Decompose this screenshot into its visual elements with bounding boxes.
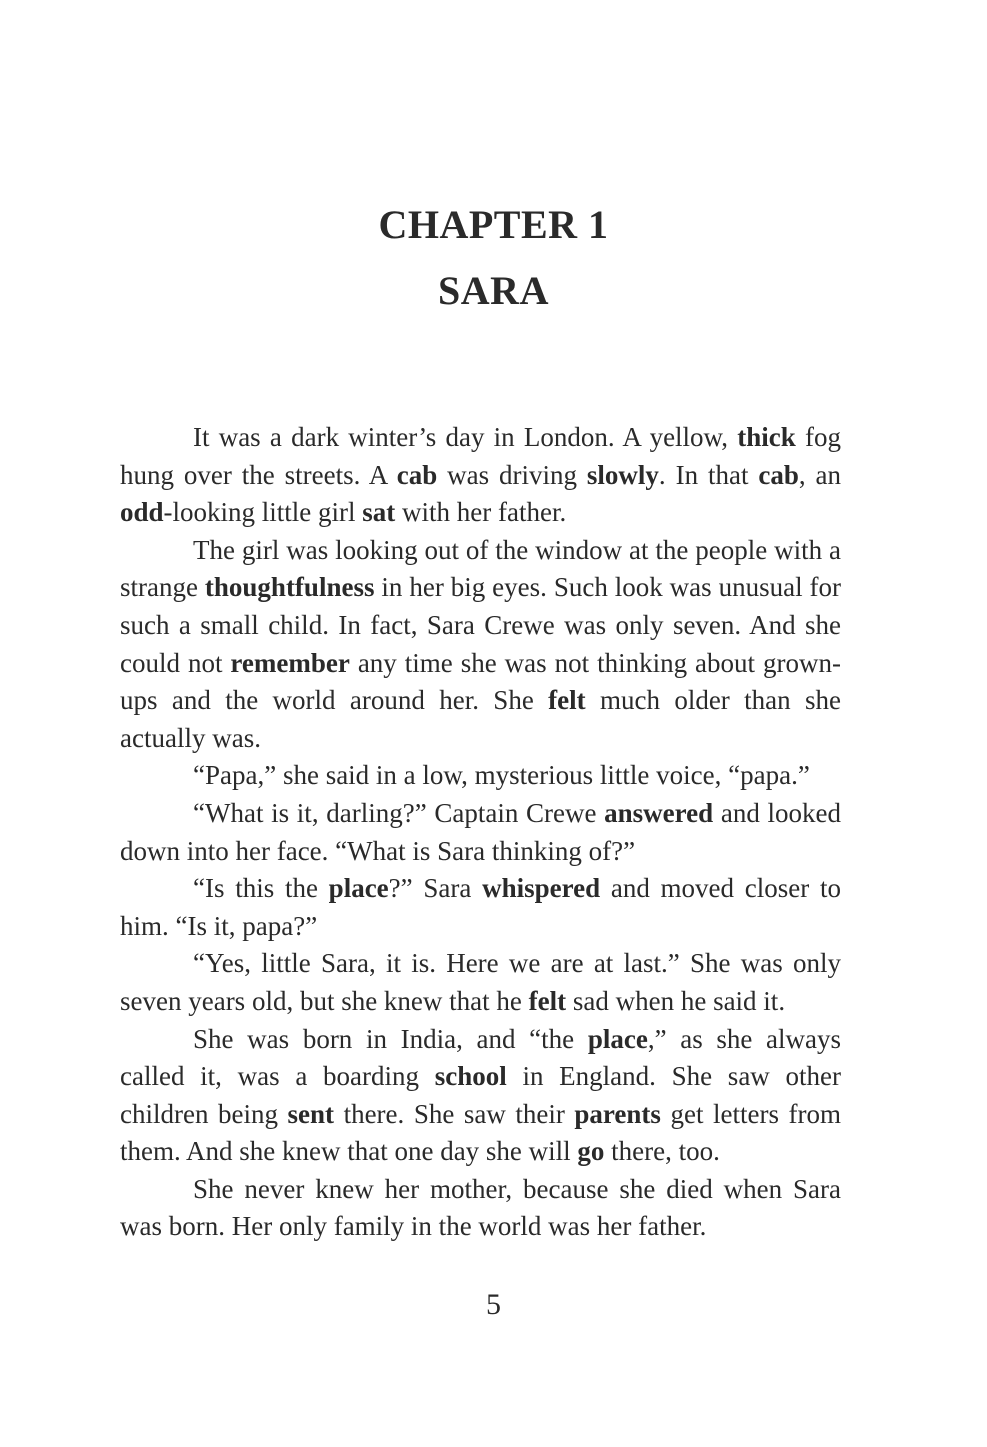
chapter-number: CHAPTER 1 xyxy=(378,202,609,247)
text-run: ?” Sara xyxy=(388,873,483,904)
vocabulary-word: slowly xyxy=(586,459,659,490)
paragraph xyxy=(120,757,841,795)
chapter-heading xyxy=(0,192,987,324)
vocabulary-word: sent xyxy=(287,1098,335,1129)
text-run: and looked down into her face. “What is Sara thinking of?” xyxy=(120,797,841,866)
text-run: It was a dark winter’s day in London. A yellow, xyxy=(193,422,738,452)
vocabulary-word: parents xyxy=(574,1098,661,1129)
text-run: “Papa,” she said in a low, mysterious little voice, “papa.” xyxy=(193,760,810,791)
text-run: , an xyxy=(798,459,841,490)
text-run: much older than she actually was. xyxy=(120,685,841,753)
text-run: fog hung over the streets. A xyxy=(120,422,841,490)
vocabulary-word: whispered xyxy=(482,873,601,904)
paragraph xyxy=(120,419,841,532)
text-run: She never knew her mother, because she died when Sara was born. Her only family in the world was her father. xyxy=(120,1173,841,1242)
text-run: “Is this the xyxy=(193,873,329,904)
text-run: The girl was looking out of the window at the people with a strange xyxy=(120,534,841,603)
text-run: . In that xyxy=(658,459,759,490)
paragraph xyxy=(120,870,841,945)
paragraph xyxy=(120,532,841,758)
vocabulary-word: remember xyxy=(230,647,350,678)
vocabulary-word: cab xyxy=(758,459,799,490)
text-run: ,” as she always called it, was a boarding xyxy=(120,1023,841,1092)
paragraph xyxy=(120,795,841,870)
text-run: “What is it, darling?” Captain Crewe xyxy=(193,797,605,828)
vocabulary-word: felt xyxy=(528,985,567,1016)
vocabulary-word: go xyxy=(577,1136,605,1167)
body-text xyxy=(120,419,841,1246)
text-run: in England. She saw other children being xyxy=(120,1061,841,1129)
vocabulary-word: felt xyxy=(548,685,586,716)
vocabulary-word: place xyxy=(587,1023,648,1054)
text-run: any time she was not thinking about grown-ups and the world around her. She xyxy=(120,647,841,716)
vocabulary-word: answered xyxy=(604,797,714,828)
vocabulary-word: thick xyxy=(737,422,796,452)
paragraph xyxy=(120,1021,841,1171)
text-run: with her father. xyxy=(395,497,567,528)
text-run: “Yes, little Sara, it is. Here we are at last.” She was only seven years old, but she knew that he xyxy=(120,948,841,1016)
paragraph xyxy=(120,945,841,1020)
text-run: was driving xyxy=(437,459,587,490)
text-run: there. She saw their xyxy=(334,1098,575,1129)
vocabulary-word: place xyxy=(328,873,389,904)
vocabulary-word: odd xyxy=(120,497,164,528)
vocabulary-word: thoughtfulness xyxy=(204,572,375,603)
text-run: and moved closer to him. “Is it, papa?” xyxy=(120,873,841,941)
paragraph xyxy=(120,1171,841,1246)
chapter-title: SARA xyxy=(438,268,549,313)
vocabulary-word: cab xyxy=(396,459,438,490)
text-run: in her big eyes. Such look was unusual for such a small child. In fact, Sara Crewe was only seven. And she could not xyxy=(120,572,842,678)
vocabulary-word: sat xyxy=(362,497,396,528)
text-run: sad when he said it. xyxy=(566,985,786,1016)
vocabulary-word: school xyxy=(434,1061,507,1092)
text-run: there, too. xyxy=(604,1136,720,1167)
page-number: 5 xyxy=(486,1288,501,1321)
text-run: get letters from them. And she knew that one day she will xyxy=(120,1098,841,1167)
text-run: She was born in India, and “the xyxy=(193,1023,588,1054)
text-run: -looking little girl xyxy=(163,497,363,528)
